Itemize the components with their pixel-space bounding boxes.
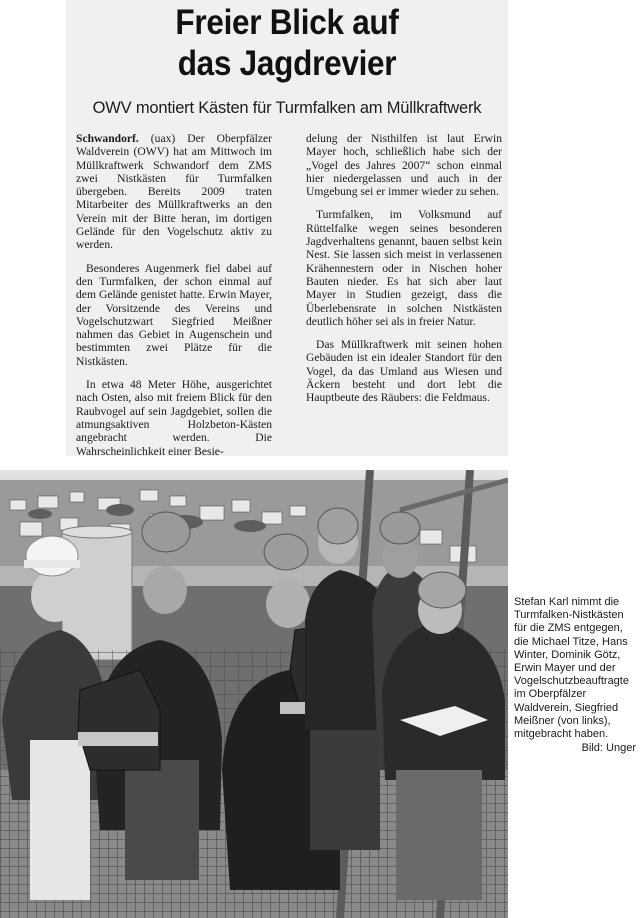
paragraph: Das Müllkraftwerk mit seinen hohen Gebäuden ist ein idealer Standort für den Vogel, da das Umland aus Wiesen und Äckern besteht und dort lebt die Hauptbeute des Räubers: die Feldmaus. — [306, 338, 502, 405]
paragraph: Turmfalken, im Volksmund auf Rüttelfalke wegen seines besonderen Jagdverhaltens genannt, bauen selbst kein Nest. Sie lassen sich meist in verlassenen Krähennestern oder in Nischen hoher Bauten nieder. Es hat sich aber laut Mayer in Studien gezeigt, dass die Überlebensrate in solchen Nistkästen deutlich höher sei als in freier Natur. — [306, 208, 502, 328]
photo-credit: Bild: Unger — [581, 742, 636, 755]
article-column-left — [76, 132, 272, 468]
group-photo-illustration — [0, 470, 508, 918]
headline — [88, 2, 486, 84]
paragraph — [76, 132, 272, 252]
group-photo — [0, 470, 508, 918]
headline-line-1: Freier Blick auf — [175, 3, 399, 42]
paragraph: Besonderes Augenmerk fiel dabei auf den Turmfalken, der schon einmal auf dem Gelände genistet hatte. Erwin Mayer, der Vorsitzende des Vereins und Vogelschutzwart Siegfried Meißner nahmen das Gebiet in Augenschein und bestimmten zwei Plätze für die Nistkästen. — [76, 261, 272, 368]
subheadline: OWV montiert Kästen für Turmfalken am Müllkraftwerk — [92, 99, 482, 117]
dateline: Schwandorf. — [76, 132, 139, 145]
paragraph: In etwa 48 Meter Höhe, ausgerichtet nach Osten, also mit freiem Blick für den Raubvogel auf sein Jagdgebiet, sollen die atmungsaktiven Holzbeton-Kästen angebracht werden. Die Wahrscheinlichkeit einer Besie- — [76, 378, 272, 458]
caption-text: Stefan Karl nimmt die Turmfalken-Nistkästen für die ZMS entgegen, die Michael Titze, Hans Winter, Dominik Götz, Erwin Mayer und der Vogelschutzbeauftragte im Oberpfälzer Waldverein, Siegfried Meißner (von links), mitgebracht haben. — [514, 596, 629, 741]
photo-caption — [514, 596, 636, 755]
paragraph: delung der Nisthilfen ist laut Erwin Mayer hoch, schließlich habe sich der „Vogel des Jahres 2007“ schon einmal hier niedergelassen und auch in der Umgebung sei er immer wieder zu sehen. — [306, 132, 502, 199]
paragraph-text: (uax) Der Oberpfälzer Waldverein (OWV) hat am Mittwoch im Müllkraftwerk Schwandorf dem ZMS zwei Nistkästen für Turmfalken übergeben. Bereits 2009 traten Mitarbeiter des Müllkraftwerks an den Verein mit der Bitte heran, im dortigen Gelände für den Vogelschutz aktiv zu werden. — [76, 132, 272, 252]
headline-line-2: das Jagdrevier — [177, 44, 397, 83]
article-column-right — [306, 132, 502, 415]
